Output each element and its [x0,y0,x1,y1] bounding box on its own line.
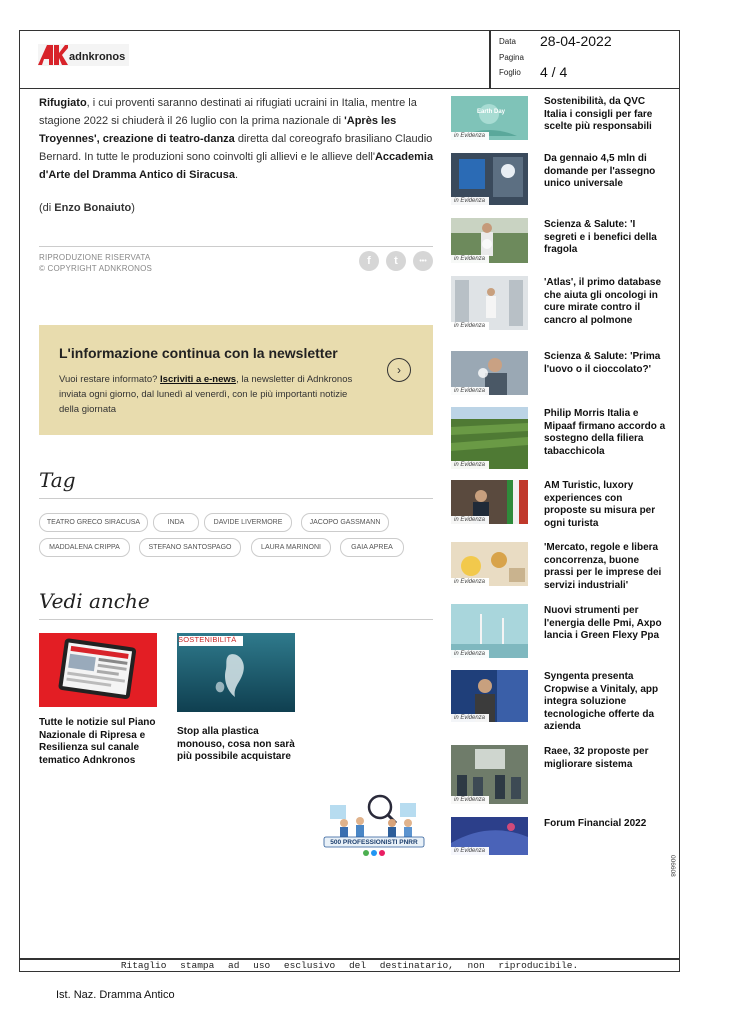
in-evidenza-label: in Evidenza [451,387,489,395]
in-evidenza-label: in Evidenza [451,796,489,804]
article-text-2: diretta dal coreografo brasiliano Claudio Bernard. In tutte le produzioni sono coinvolti gli allievi e le allieve dell' [39,133,433,163]
evidenza-title[interactable]: Raee, 32 proposte per migliorare sistema [544,746,649,770]
copyright-notice [39,252,152,274]
evidenza-title[interactable]: Syngenta presenta Cropwise a Vinitaly, app integra soluzione tecnologiche offerte da azienda [544,671,659,733]
source-label: Ist. Naz. Dramma Antico [56,989,175,1001]
evidenza-image[interactable] [451,480,528,524]
newsletter-subscribe-link[interactable]: Iscriviti a e-news [160,374,237,385]
tag-chip[interactable]: LAURA MARINONI [251,538,331,557]
evidenza-image[interactable] [451,745,528,804]
pnrr-card-title[interactable]: Tutte le notizie sul Piano Nazionale di Ripresa e Resilienza sul canale tematico Adnkronos [39,717,156,766]
tag-chip[interactable]: STEFANO SANTOSPAGO [139,538,241,557]
evidenza-title[interactable]: Scienza & Salute: 'Prima l'uovo o il cioccolato?' [544,351,661,375]
in-evidenza-label: in Evidenza [451,132,489,140]
plastica-card-image[interactable] [177,633,295,712]
evidenza-title[interactable]: Sostenibilità, da QVC Italia i consigli per fare scelte più responsabili [544,96,653,133]
evidenza-image[interactable] [451,276,528,330]
plastica-card-title[interactable]: Stop alla plastica monouso, cosa non sarà più possibile acquistare [177,726,295,762]
evidenza-title[interactable]: AM Turistic, luxory experiences con proposte su misura per ogni turista [544,480,656,529]
evidenza-image[interactable] [451,218,528,263]
page-code: 006608 [669,855,676,877]
data-label: Data [499,37,516,46]
adnkronos-logo[interactable] [38,44,129,66]
article-paragraph [39,94,434,184]
more-share-icon[interactable]: ••• [413,251,433,271]
sostenibilita-badge: SOSTENIBILITÀ [178,635,237,644]
tags-divider [39,498,433,499]
article-bold-3: Accademia d'Arte del Dramma Antico di Siracusa [39,151,434,181]
evidenza-title[interactable]: Scienza & Salute: 'I segreti e i benefici della fragola [544,219,657,256]
evidenza-image[interactable] [451,604,528,658]
in-evidenza-label: in Evidenza [451,322,489,330]
byline-post: ) [131,202,135,214]
tag-chip[interactable]: TEATRO GRECO SIRACUSA [39,513,148,532]
tag-chip[interactable]: GAIA APREA [340,538,404,557]
article-text-1: , i cui proventi saranno destinati ai rifugiati ucraini in Italia, mentre la stagione 2022 si chiuderà il 26 luglio con la prima nazionale di [39,97,417,127]
tag-chip[interactable]: JACOPO GASSMANN [301,513,389,532]
facebook-share-icon[interactable]: f [359,251,379,271]
adnkronos-logo-icon [38,45,68,65]
evidenza-title[interactable]: Philip Morris Italia e Mipaaf firmano accordo a sostegno della filiera tabacchicola [544,408,666,457]
evidenza-title[interactable]: Da gennaio 4,5 mln di domande per l'assegno unico universale [544,153,656,190]
article-text-3: . [235,169,239,181]
tags-heading: Tag [39,468,76,492]
article-bold-1: Rifugiato [39,97,87,109]
in-evidenza-label: in Evidenza [451,197,489,205]
byline [39,202,135,214]
data-value: 28-04-2022 [540,33,612,49]
byline-pre: (di [39,202,55,214]
tag-chip[interactable]: MADDALENA CRIPPA [39,538,130,557]
in-evidenza-label: in Evidenza [451,714,489,722]
twitter-share-icon[interactable]: t [386,251,406,271]
tag-chip[interactable]: INDA [153,513,199,532]
newsletter-title: L'informazione continua con la newsletter [59,345,338,361]
evidenza-title[interactable]: Nuovi strumenti per l'energia delle Pmi, Axpo lancia i Green Flexy Ppa [544,605,662,642]
copyright-line-2: © COPYRIGHT ADNKRONOS [39,264,153,273]
evidenza-title[interactable]: Forum Financial 2022 [544,818,647,829]
newsletter-body-post: , la newsletter di Adnkronos inviata ogni giorno, dal lunedì al venerdì, con le più importanti notizie della giornata [59,374,353,415]
in-evidenza-label: in Evidenza [451,847,489,855]
article-bold-2: 'Après les Troyennes', creazione di teatro-danza [39,115,397,145]
evidenza-image[interactable] [451,817,528,855]
pnrr-banner-text: 500 PROFESSIONISTI PNRR [330,838,418,846]
newsletter-body [59,372,359,417]
pnrr-card-image[interactable] [39,633,157,707]
in-evidenza-label: in Evidenza [451,516,489,524]
in-evidenza-label: in Evidenza [451,578,489,586]
byline-author: Enzo Bonaiuto [54,202,132,214]
evidenza-image[interactable] [451,542,528,586]
copyright-line-1: RIPRODUZIONE RISERVATA [39,253,151,262]
newsletter-box [39,325,433,435]
foglio-value: 4 / 4 [540,64,568,80]
disclaimer-bar: Ritaglio stampa ad uso esclusivo del destinatario, non riproducibile. [19,958,680,972]
vedi-anche-heading: Vedi anche [39,589,150,613]
evidenza-image[interactable] [451,96,528,140]
tag-chip[interactable]: DAVIDE LIVERMORE [204,513,292,532]
pagina-label: Pagina [499,53,524,62]
earth-day-text: Earth Day [477,109,506,115]
evidenza-image[interactable] [451,670,528,722]
vedi-divider [39,619,433,620]
foglio-label: Foglio [499,68,521,77]
evidenza-image[interactable] [451,351,528,395]
divider [39,246,433,247]
evidenza-image[interactable] [451,153,528,205]
in-evidenza-label: in Evidenza [451,255,489,263]
logo-wordmark: adnkronos [69,51,126,63]
newsletter-arrow-button[interactable]: › [387,358,411,382]
evidenza-title[interactable]: 'Atlas', il primo database che aiuta gli oncologi in cure mirate contro il cancro al polmone [544,277,662,326]
newsletter-body-pre: Vuoi restare informato? [59,374,161,385]
in-evidenza-label: in Evidenza [451,461,489,469]
evidenza-image[interactable] [451,407,528,469]
evidenza-title[interactable]: 'Mercato, regole e libera concorrenza, buone prassi per le imprese dei servizi industriali' [544,542,662,591]
pnrr-banner[interactable] [322,793,426,859]
in-evidenza-label: in Evidenza [451,650,489,658]
